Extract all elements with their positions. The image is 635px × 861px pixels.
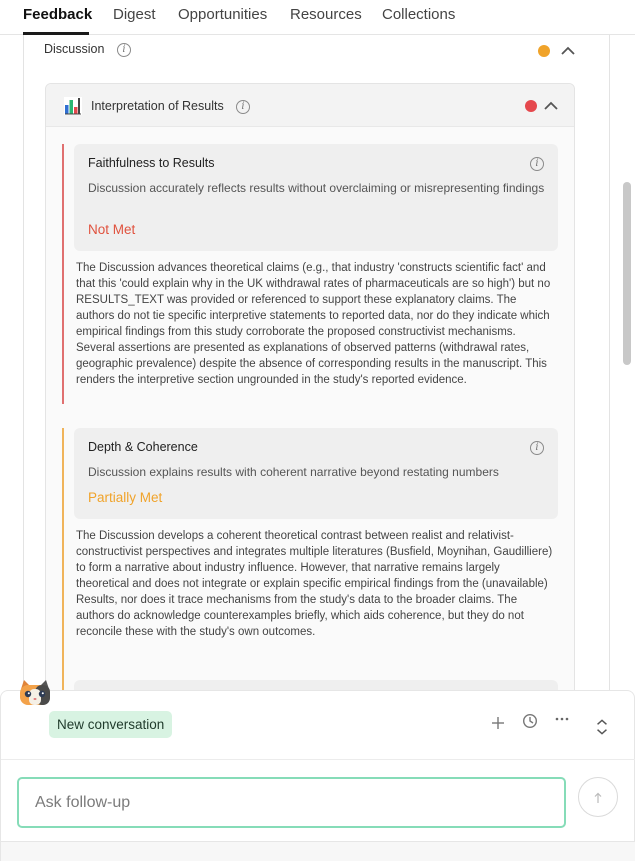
tab-collections[interactable]: Collections	[382, 6, 456, 23]
criterion-status-bar	[62, 144, 64, 404]
chat-panel	[0, 690, 635, 861]
criterion-title: Depth & Coherence	[88, 440, 198, 454]
tab-resources[interactable]: Resources	[290, 6, 362, 23]
info-icon[interactable]: i	[236, 100, 250, 114]
criterion-description: Discussion explains results with coherent narrative beyond restating numbers	[88, 465, 499, 479]
discussion-status-dot	[538, 45, 550, 57]
footer-strip	[1, 841, 635, 861]
criterion-status: Not Met	[88, 222, 136, 237]
divider	[1, 759, 635, 760]
criterion-title: Faithfulness to Results	[88, 156, 215, 170]
criterion-summary	[74, 144, 558, 251]
section-status-dot	[525, 100, 537, 112]
chevron-up-icon[interactable]	[561, 46, 575, 55]
criterion-description: Discussion accurately reflects results without overclaiming or misrepresenting findings	[88, 181, 545, 195]
clock-icon[interactable]	[522, 713, 538, 729]
bar-chart-icon	[64, 97, 82, 115]
tab-bar	[0, 0, 635, 35]
criterion-explanation: The Discussion develops a coherent theoretical contrast between realist and relativist-constructivist perspectives and integrates multiple literatures (Busfield, Moynihan, Gaudilliere) to form a narrative about industry influence. However, that narrative remains largely theoretical and does not integrate or explain specific empirical findings from the (unavailable) Results, nor does it trace mechanisms from the study's data to the broader claims. The authors do acknowledge counterexamples briefly, which aids coherence, but they do not reconcile these with the study's own outcomes.	[76, 530, 553, 638]
more-icon[interactable]	[554, 711, 570, 727]
info-icon[interactable]: i	[117, 43, 131, 57]
criterion-explanation: The Discussion advances theoretical claims (e.g., that industry 'constructs scientific fact' and that this 'could explain why in the UK withdrawal rates of pharmaceuticals are so high') but no RESULTS_TEXT was provided or referenced to support these explanatory claims. The authors do not tie specific interpretive statements to reported data, nor do they indicate which empirical findings from this study corroborate the proposed constructivist mechanisms. Several assertions are presented as explanations of observed patterns (withdrawal rates, geographic prevalence) despite the absence of corresponding results in the manuscript. This renders the interpretive section ungrounded in the study's reported evidence.	[76, 262, 551, 386]
chevron-up-icon[interactable]	[544, 101, 558, 110]
tab-digest[interactable]: Digest	[113, 6, 156, 23]
criterion-summary	[74, 428, 558, 519]
ask-follow-up-input[interactable]	[17, 777, 566, 828]
section-title: Interpretation of Results	[91, 99, 224, 113]
info-icon[interactable]: i	[530, 157, 544, 171]
scrollbar-thumb[interactable]	[623, 182, 631, 365]
feedback-panel[interactable]	[23, 35, 610, 695]
cat-avatar-icon	[18, 679, 52, 705]
tab-opportunities[interactable]: Opportunities	[178, 6, 268, 23]
plus-icon[interactable]	[490, 715, 506, 731]
criterion-status: Partially Met	[88, 490, 163, 505]
expand-icon[interactable]	[594, 719, 610, 735]
criterion-status-bar	[62, 428, 64, 695]
tab-feedback[interactable]: Feedback	[23, 6, 93, 23]
arrow-up-icon	[592, 792, 604, 804]
card-header[interactable]	[46, 84, 574, 127]
criterion-depth-coherence	[62, 428, 558, 695]
new-conversation-chip[interactable]: New conversation	[49, 711, 172, 738]
discussion-header-label: Discussion	[44, 42, 105, 56]
interpretation-of-results-card	[45, 83, 575, 695]
criterion-faithfulness	[62, 144, 558, 404]
send-button[interactable]	[578, 777, 618, 817]
info-icon[interactable]: i	[530, 441, 544, 455]
active-tab-indicator	[23, 32, 89, 35]
